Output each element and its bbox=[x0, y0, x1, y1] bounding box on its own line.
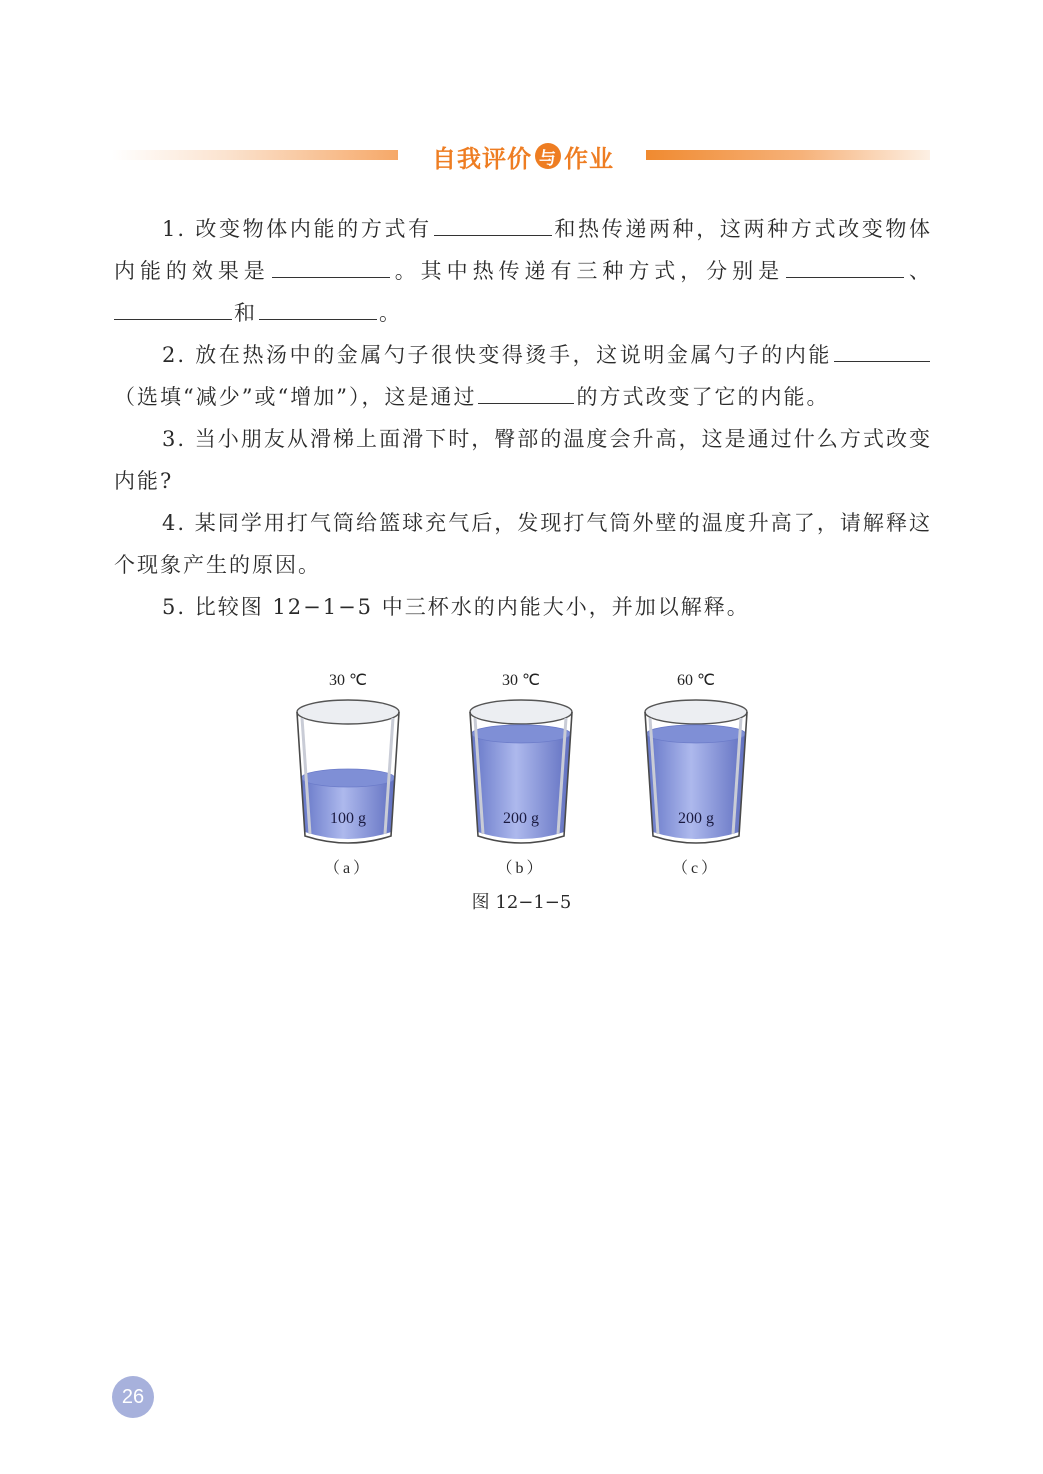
q1-text-c: 。其中热传递有三种方式，分别是 bbox=[391, 259, 785, 283]
title-left: 自我评价 bbox=[432, 144, 532, 173]
water-surface bbox=[471, 725, 570, 743]
q1-text-f: 。 bbox=[379, 301, 402, 325]
q2-text-a: 2. 放在热汤中的金属勺子很快变得烫手，这说明金属勺子的内能 bbox=[162, 343, 832, 367]
section-title bbox=[418, 138, 628, 174]
q2-text-b: （选填“减少”或“增加”），这是通过 bbox=[114, 385, 477, 409]
figure-caption: 图 12−1−5 bbox=[471, 892, 572, 913]
water-surface bbox=[646, 725, 745, 743]
cup-c-mass: 200 g bbox=[678, 810, 714, 827]
question-1 bbox=[114, 208, 932, 334]
question-list bbox=[114, 208, 932, 628]
question-4: 4. 某同学用打气筒给篮球充气后，发现打气筒外壁的温度升高了，请解释这个现象产生的原因。 bbox=[114, 511, 932, 577]
q2-text-c: 的方式改变了它的内能。 bbox=[576, 385, 830, 409]
q1-blank-1[interactable] bbox=[434, 234, 552, 236]
question-2 bbox=[114, 334, 932, 418]
header-bar-left bbox=[112, 150, 398, 160]
question-3: 3. 当小朋友从滑梯上面滑下时，臀部的温度会升高，这是通过什么方式改变内能? bbox=[114, 427, 932, 493]
header-bar-right bbox=[646, 150, 930, 160]
q1-text-b: 和热传递两种，这两种方式改变物体内能的效果是 bbox=[114, 217, 933, 283]
cup-b-temperature: 30 ℃ bbox=[502, 672, 540, 689]
question-5: 5. 比较图 12−1−5 中三杯水的内能大小，并加以解释。 bbox=[162, 595, 750, 619]
q1-blank-2[interactable] bbox=[272, 276, 390, 278]
cup-b-mass: 200 g bbox=[503, 810, 539, 827]
cup-rim bbox=[470, 700, 572, 724]
figure-12-1-5 bbox=[0, 670, 1043, 920]
q1-blank-3[interactable] bbox=[786, 276, 904, 278]
cup-c-temperature: 60 ℃ bbox=[677, 672, 715, 689]
connector-badge: 与 bbox=[535, 143, 561, 169]
q1-text-a: 1. 改变物体内能的方式有 bbox=[162, 217, 432, 241]
q1-blank-5[interactable] bbox=[259, 318, 377, 320]
title-right: 作业 bbox=[564, 144, 614, 173]
cup-a-mass: 100 g bbox=[330, 810, 366, 827]
q1-blank-4[interactable] bbox=[114, 318, 232, 320]
cup-rim bbox=[297, 700, 399, 724]
water-surface bbox=[301, 769, 394, 787]
section-header bbox=[0, 138, 1043, 178]
q1-text-d: 、 bbox=[906, 259, 933, 283]
cup-rim bbox=[645, 700, 747, 724]
cup-c-label: （c） bbox=[671, 860, 721, 877]
cup-b-label: （b） bbox=[496, 860, 546, 877]
q2-blank-2[interactable] bbox=[478, 402, 574, 404]
cup-a-label: （a） bbox=[323, 860, 373, 877]
page-number-badge: 26 bbox=[112, 1376, 154, 1418]
q2-blank-1[interactable] bbox=[834, 360, 930, 362]
cup-a-temperature: 30 ℃ bbox=[329, 672, 367, 689]
q1-text-e: 和 bbox=[234, 301, 257, 325]
